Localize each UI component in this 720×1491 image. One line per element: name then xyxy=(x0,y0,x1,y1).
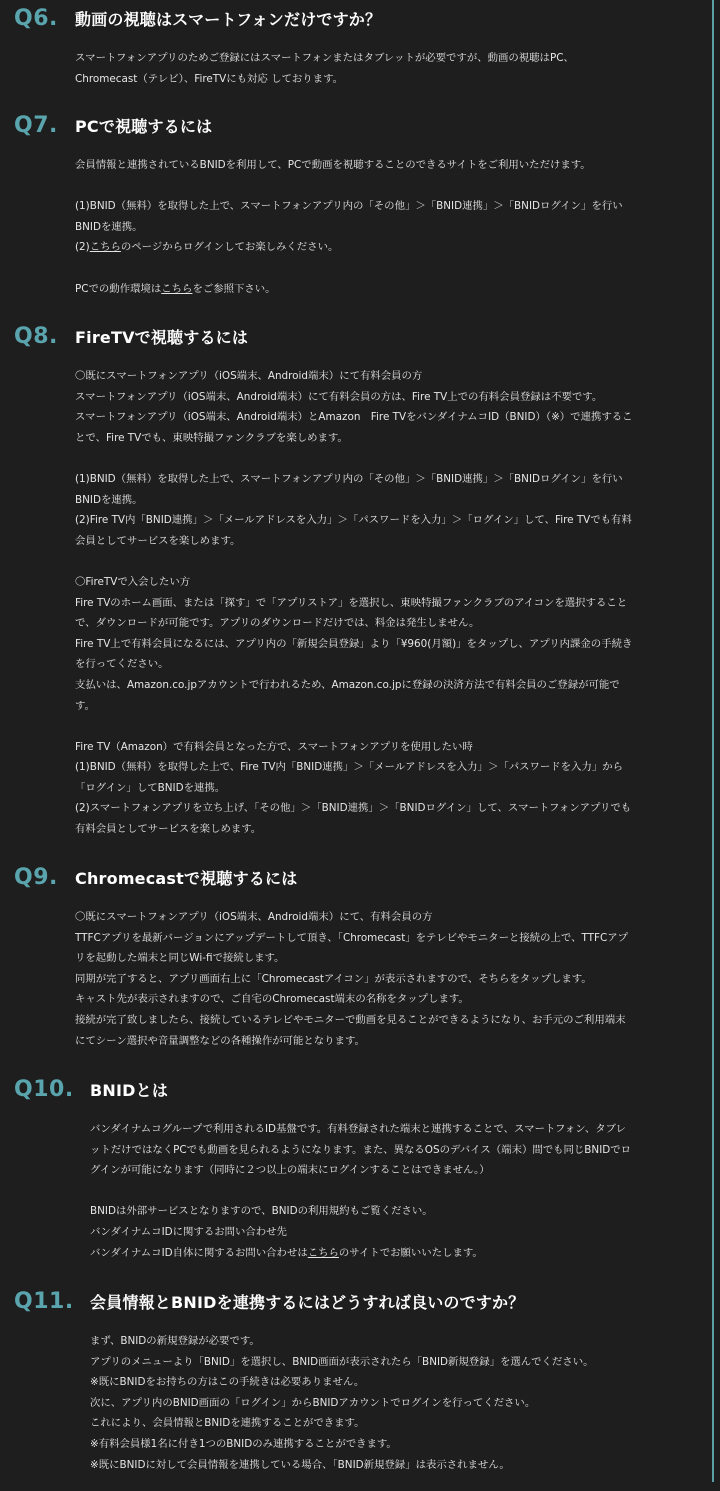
answer-text: のサイトでお願いいたします。 xyxy=(338,1246,483,1259)
here-link[interactable]: こちら xyxy=(89,241,121,254)
faq-item-q6 xyxy=(14,6,720,89)
paragraph-gap xyxy=(75,258,674,279)
paragraph-gap xyxy=(90,1181,674,1202)
question-title: Chromecastで視聴するには xyxy=(75,869,298,888)
answer-text: (2) xyxy=(75,241,90,254)
paragraph-gap xyxy=(75,716,674,737)
answer-text: バンダイナムコID自体に関するお問い合わせは xyxy=(90,1246,308,1259)
question-heading xyxy=(14,324,720,364)
question-number: Q10. xyxy=(14,1077,74,1102)
answer-paragraph: まず、BNIDの新規登録が必要です。 アプリのメニューより「BNID」を選択し、BNID画面が表示されたら「BNID新規登録」を選んでください。 ※既にBNIDをお持ちの方はこの手続きは必要ありません。 次に、アプリ内のBNID画面の「ログイン」からBNIDアカウントでログインを行ってください。 これにより、会員情報とBNIDを連携することができます。 ※有料会員様1名に付き1つのBNIDのみ連携することができます。 ※既にBNIDに対して会員情報を連携している場合、「BNID新規登録」は表示されません。 xyxy=(90,1335,594,1471)
question-number: Q7. xyxy=(14,113,58,138)
faq-item-q10 xyxy=(14,1077,720,1263)
answer-body xyxy=(75,48,720,89)
faq-item-q7 xyxy=(14,113,720,299)
question-title: PCで視聴するには xyxy=(75,117,213,136)
here-link[interactable]: こちら xyxy=(161,282,193,295)
answer-paragraph: BNIDは外部サービスとなりますので、BNIDの利用規約もご覧ください。 バンダイナムコIDに関するお問い合わせ先 xyxy=(90,1205,433,1238)
answer-paragraph: Fire TV（Amazon）で有料会員となった方で、スマートフォンアプリを使用したい時 (1)BNID（無料）を取得した上で、Fire TV内「BNID連携」＞「メールアドレスを入力」＞「パスワードを入力」から 「ログイン」してBNIDを連携。 (2)スマートフォンアプリを立ち上げ、「その他」＞「BNID連携」＞「BNIDログイン」して、スマートフォンアプリでも 有料会員としてサービスを楽しめます。 xyxy=(75,740,632,836)
answer-body xyxy=(75,907,720,1051)
question-heading xyxy=(14,6,720,46)
answer-body xyxy=(90,1119,720,1263)
answer-paragraph: 〇既にスマートフォンアプリ（iOS端末、Android端末）にて有料会員の方 スマートフォンアプリ（iOS端末、Android端末）にて有料会員の方は、Fire TV上での有料会員登録は不要です。 スマートフォンアプリ（iOS端末、Android端末）とAmazon Fire TVをバンダイナムコID（BNID）（※）で連携するこ とで、Fire TVでも、東映特撮ファンクラブを楽しめます。 xyxy=(75,370,633,444)
faq-item-q11 xyxy=(14,1289,720,1475)
paragraph-gap xyxy=(75,551,674,572)
answer-paragraph: (1)BNID（無料）を取得した上で、スマートフォンアプリ内の「その他」＞「BNID連携」＞「BNIDログイン」を行い BNIDを連携。 (2)Fire TV内「BNID連携」＞「メールアドレスを入力」＞「パスワードを入力」＞「ログイン」して、Fire TVでも有料 会員としてサービスを楽しめます。 xyxy=(75,472,632,547)
answer-paragraph xyxy=(90,1243,674,1264)
answer-paragraph: バンダイナムコグループで利用されるID基盤です。有料登録された端末と連携することで、スマートフォン、タブレ ットだけではなくPCでも動画を見られるようになります。また、異なるOSのデバイス（端末）間でも同じBNIDでロ グインが可能になります（同時に２つ以上の端末にログインすることはできません。） xyxy=(90,1123,632,1177)
question-title: BNIDとは xyxy=(90,1081,169,1100)
answer-paragraph xyxy=(75,279,674,300)
answer-text: PCでの動作環境は xyxy=(75,282,162,295)
answer-text: のページからログインしてお楽しみください。 xyxy=(120,241,339,254)
answer-text: をご参照下さい。 xyxy=(192,282,276,295)
question-heading xyxy=(14,1289,720,1329)
answer-body xyxy=(90,1331,720,1475)
question-heading xyxy=(14,865,720,905)
answer-paragraph xyxy=(75,237,674,258)
answer-body xyxy=(75,366,720,840)
question-title: 会員情報とBNIDを連携するにはどうすれば良いのですか？ xyxy=(90,1293,525,1312)
question-number: Q6. xyxy=(14,6,58,31)
question-number: Q8. xyxy=(14,324,58,349)
question-number: Q9. xyxy=(14,865,58,890)
paragraph-gap xyxy=(75,176,674,197)
question-heading xyxy=(14,113,720,153)
answer-paragraph: (1)BNID（無料）を取得した上で、スマートフォンアプリ内の「その他」＞「BNID連携」＞「BNIDログイン」を行い BNIDを連携。 xyxy=(75,200,623,233)
answer-paragraph: 〇FireTVで入会したい方 Fire TVのホーム画面、または「探す」で「アプリストア」を選択し、東映特撮ファンクラブのアイコンを選択すること で、ダウンロードが可能です。アプリのダウンロードだけでは、料金は発生しません。 Fire TV上で有料会員になるには、アプリ内の「新規会員登録」より「¥960(月額)」をタップし、アプリ内課金の手続き を行ってください。 支払いは、Amazon.co.jpアカウントで行われるため、Amazon.co.jpに登録の決済方法で有料会員のご登録が可能で す。 xyxy=(75,575,633,712)
question-title: 動画の視聴はスマートフォンだけですか？ xyxy=(75,10,382,29)
answer-paragraph: 会員情報と連携されているBNIDを利用して、PCで動画を視聴することのできるサイトをご利用いただけます。 xyxy=(75,159,591,171)
answer-paragraph: 〇既にスマートフォンアプリ（iOS端末、Android端末）にて、有料会員の方 TTFCアプリを最新バージョンにアップデートして頂き、「Chromecast」をテレビやモニターと接続の上で、TTFCアプ リを起動した端末と同じWi-fiで接続します。 同期が完了すると、アプリ画面右上に「Chromecastアイコン」が表示されますので、そちらをタップします。 キャスト先が表示されますので、ご自宅のChromecast端末の名称をタップします。 接続が完了致しましたら、接続しているテレビやモニターで動画を見ることができるようになり、お手元のご利用端末 にてシーン選択や音量調整などの各種操作が可能となります。 xyxy=(75,911,629,1047)
question-title: FireTVで視聴するには xyxy=(75,328,249,347)
faq-item-q8 xyxy=(14,324,720,840)
answer-body xyxy=(75,155,720,299)
here-link[interactable]: こちら xyxy=(307,1246,339,1259)
answer-paragraph: スマートフォンアプリのためご登録にはスマートフォンまたはタブレットが必要ですが、動画の視聴はPC、 Chromecast（テレビ）、FireTVにも対応 しております。 xyxy=(75,52,574,85)
question-number: Q11. xyxy=(14,1289,74,1314)
paragraph-gap xyxy=(75,448,674,469)
question-heading xyxy=(14,1077,720,1117)
faq-item-q9 xyxy=(14,865,720,1051)
